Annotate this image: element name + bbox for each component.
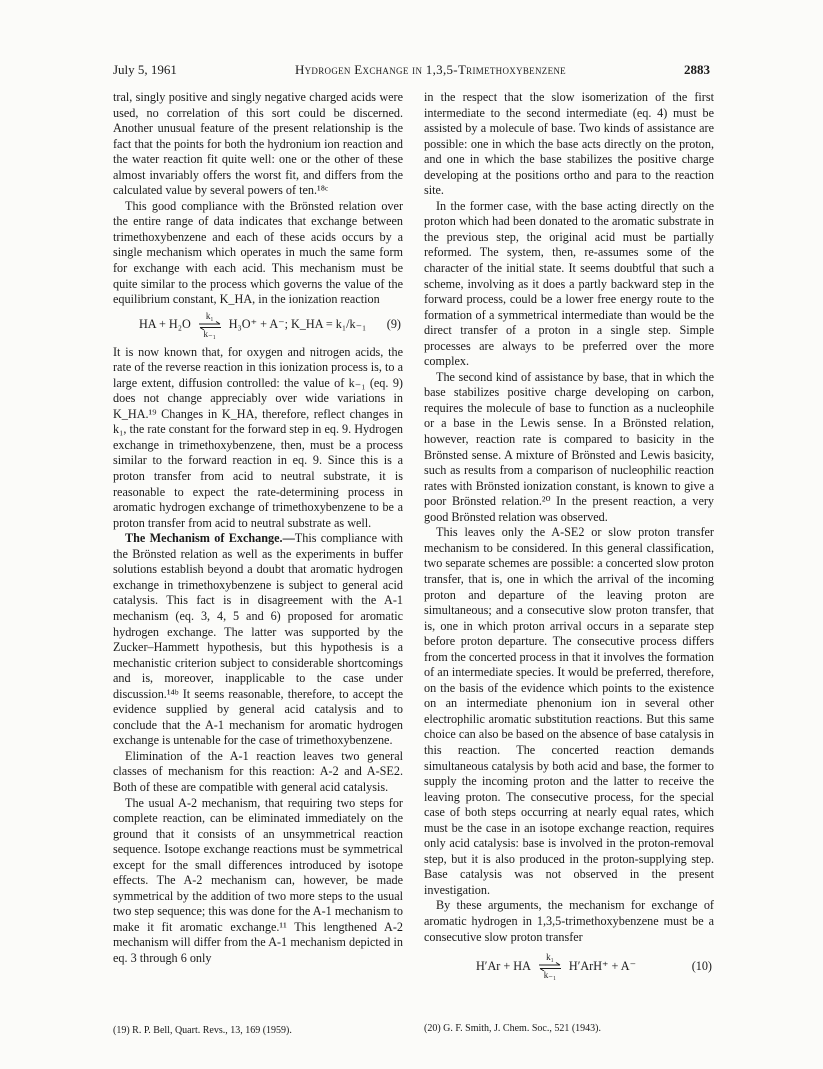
rate-constant-reverse: k₋₁ — [543, 970, 557, 981]
section-heading: The Mechanism of Exchange.— — [125, 531, 295, 546]
equilibrium-arrows — [198, 312, 222, 339]
paragraph: The usual A-2 mechanism, that requiring two steps for complete reaction, can be eliminated immediately on the ground that it consists of an unsymmetrical reaction sequence. Isotope exchange reactions must be symmetrical except for the small differences introduced by isotope effects. The A-2 mechanism can, however, be made symmetrical by the addition of two more steps to the usual two step sequence; this was done for the A-1 mechanism to make it fit aromatic exchange.¹¹ This lengthened A-2 mechanism will differ from the A-1 mechanism depicted in eq. 3 through 6 only — [113, 795, 403, 965]
left-column — [113, 90, 403, 967]
header-title: Hydrogen Exchange in 1,3,5-Trimethoxybenzene — [294, 62, 566, 77]
paragraph-text: This compliance with the Brönsted relation as well as the experiments in buffer solutions establish beyond a doubt that aromatic hydrogen exchange in trimethoxybenzene is subject to general acid catalysis. This fact is in disagreement with the A-1 mechanism (eq. 3, 4, 5 and 6) proposed for aromatic hydrogen exchange. The latter was supported by the Zucker–Hammett hypothesis, but this hypothesis is a mechanistic criterion subject to considerable shortcomings and is, moreover, inapplicable to the case under discussion.¹⁴ᵇ It seems reasonable, therefore, to accept the evidence supplied by general acid catalysis and to conclude that the A-1 mechanism for aromatic hydrogen exchange is untenable for the case of trimethoxybenzene. — [113, 531, 403, 748]
footnote-20 — [424, 1023, 714, 1035]
equation-number: (10) — [691, 958, 712, 973]
paragraph — [113, 531, 403, 749]
equation-rhs: H′ArH⁺ + A⁻ — [568, 958, 636, 973]
footnote-text: (19) R. P. Bell, Quart. Revs., 13, 169 (1959). — [113, 1025, 292, 1036]
equation-lhs: H′Ar + HA — [476, 958, 531, 973]
footnote-19 — [113, 1023, 403, 1037]
rate-constant-reverse: k₋₁ — [203, 328, 216, 339]
paragraph: tral, singly positive and singly negative charged acids were used, no correlation of this sort could be discerned. Another unusual feature of the present relationship is the fact that the points for both the hydronium ion reaction and the water reaction fit quite well: one or the other of these almost invariably offers the worst fit, and differs from the calculated value by several powers of ten.¹⁸ᶜ — [113, 90, 403, 198]
page-number: 2883 — [683, 62, 710, 77]
paragraph: In the former case, with the base acting directly on the proton which had been donated to the aromatic substrate in the previous step, the original acid must be partially reformed. The system, then, re-assumes some of the character of the initial state. It seems doubtful that such a scheme, involving as it does a partly backward step in the forward process, could be a lower free energy route to the formation of a symmetrical intermediate than would be the direct transfer of a proton in a single step. Simple processes are always to be preferred over the more complex. — [424, 198, 714, 369]
rate-constant-forward: k₁ — [205, 310, 214, 321]
equation-10 — [424, 953, 714, 980]
running-header — [113, 62, 710, 78]
equation-lhs: HA + H₂O — [139, 317, 191, 332]
right-column — [424, 90, 714, 986]
equation-rhs: H₃O⁺ + A⁻; K_HA = k₁/k₋₁ — [228, 317, 367, 332]
equation-9 — [113, 312, 403, 339]
paragraph: It is now known that, for oxygen and nitrogen acids, the rate of the reverse reaction in this ionization process is, to a large extent, diffusion controlled: the value of k₋₁ (eq. 9) does not change appreciably over wide variations in K_HA.¹⁹ Changes in K_HA, therefore, reflect changes in k₁, the rate constant for the forward step in eq. 9. Hydrogen exchange in trimethoxybenzene, then, must be a process similar to the forward reaction in eq. 9. Since this is a proton transfer from acid to neutral substrate, it is reasonable to expect the rate-determining process in aromatic hydrogen exchange of trimethoxybenzene to be a proton transfer from acid to neutral substrate as well. — [113, 344, 403, 530]
paragraph: This good compliance with the Brönsted relation over the entire range of data indicates that exchange between trimethoxybenzene and each of these acids occurs by a single mechanism which operates in much the same form for exchange with each acid. This mechanism must be quite similar to the process which governs the value of the equilibrium constant, K_HA, in the ionization reaction — [113, 198, 403, 307]
equation-number: (9) — [386, 317, 401, 332]
paragraph: The second kind of assistance by base, that in which the base stabilizes positive charge developing on carbon, requires the molecule of base to function as a nucleophile or a base in the Lewis sense. In a Brönsted relation, however, reaction rate is compared to basicity in the Brönsted sense. A mixture of Brönsted and Lewis basicity, such as results from a comparison of nucleophilic reaction rates with Brönsted ionization constant, is known to give a poor Brönsted relation.²⁰ In the present reaction, a very good Brönsted relation was observed. — [424, 369, 714, 524]
paragraph: This leaves only the A-SE2 or slow proton transfer mechanism to be considered. In this general classification, two separate schemes are possible: a concerted slow proton transfer, that is, one in which the arrival of the incoming proton and departure of the leaving proton are simultaneous; and a consecutive slow proton transfer, that is, one in which proton arrival occurs in a separate step before proton departure. The consecutive process differs from the concerted process in that it involves the formation of an intermediate species. It would be preferred, therefore, on the basis of the evidence which points to the existence on an intermediate phenonium ion in several other electrophilic aromatic substitution reactions. But this same choice can also be based on the absence of base catalysis in this reaction. The concerted reaction demands simultaneous catalysis by both acid and base, the former to supply the incoming proton and the latter to receive the leaving proton. The consecutive process, for the special case of both steps occurring at nearly equal rates, which must be the case in an isotope exchange reaction, requires only acid catalysis: base is involved in the proton-removal step, but it is also produced in the proton-supplying step. Base catalysis was not observed in the present investigation. — [424, 525, 715, 897]
footnote-text: (20) G. F. Smith, J. Chem. Soc., 521 (1943). — [424, 1023, 601, 1034]
paragraph: Elimination of the A-1 reaction leaves two general classes of mechanism for this reaction: A-2 and A-SE2. Both of these are compatible with general acid catalysis. — [113, 748, 403, 794]
paragraph: in the respect that the slow isomerization of the first intermediate to the second intermediate (eq. 4) must be assisted by a molecule of base. Two kinds of assistance are possible: one in which the base acts directly on the proton, and one in which the base stabilizes the positive charge developing at the positions ortho and para to the reaction site. — [424, 90, 714, 198]
equilibrium-arrows — [538, 953, 562, 980]
rate-constant-forward: k₁ — [546, 952, 554, 963]
header-date: July 5, 1961 — [113, 62, 177, 77]
paragraph: By these arguments, the mechanism for exchange of aromatic hydrogen in 1,3,5-trimethoxybenzene must be a consecutive slow proton transfer — [424, 898, 714, 944]
